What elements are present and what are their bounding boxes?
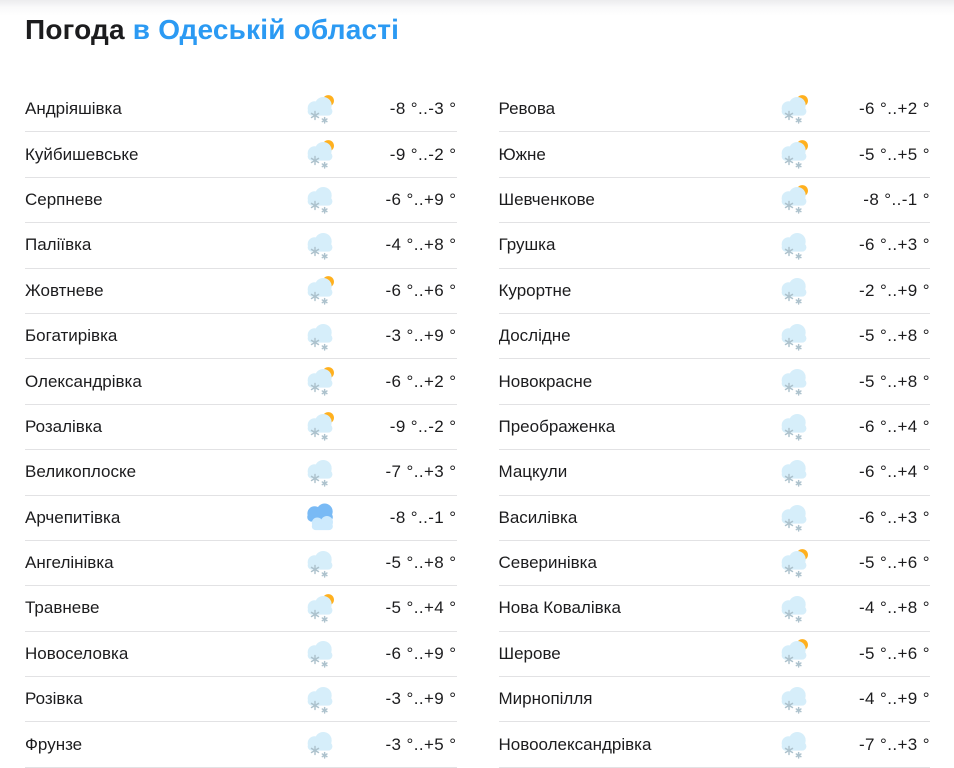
weather-row[interactable] (499, 87, 931, 132)
weather-column-right (499, 87, 931, 768)
snow-cloud-icon (301, 683, 341, 716)
weather-row[interactable] (25, 359, 457, 404)
temperature-range: -4 °..+9 ° (859, 689, 930, 709)
snow-cloud-icon (774, 410, 814, 443)
snow-cloud-icon (774, 501, 814, 534)
city-name-link[interactable]: Великоплоске (25, 462, 137, 482)
weather-row[interactable] (25, 541, 457, 586)
city-name-link[interactable]: Розалівка (25, 416, 103, 436)
city-name-link[interactable]: Грушка (498, 235, 556, 255)
city-name-link[interactable]: Серпневе (25, 189, 103, 209)
weather-row[interactable] (25, 178, 457, 223)
city-name-link[interactable]: Новокрасне (498, 371, 593, 391)
snow-cloud-sun-icon (301, 138, 341, 171)
weather-row[interactable] (499, 722, 931, 767)
weather-row[interactable] (499, 314, 931, 359)
temperature-range: -4 °..+8 ° (385, 235, 457, 255)
weather-row[interactable] (25, 314, 457, 359)
temperature-range: -6 °..+3 ° (859, 235, 930, 255)
city-name-link[interactable]: Мирнопілля (498, 689, 593, 709)
temperature-range: -2 °..+9 ° (859, 280, 930, 300)
temperature-range: -6 °..+2 ° (385, 371, 457, 391)
snow-cloud-icon (301, 728, 341, 761)
snow-cloud-icon (301, 637, 341, 670)
city-name-link[interactable]: Ангелінівка (25, 553, 114, 573)
temperature-range: -5 °..+4 ° (385, 598, 457, 618)
weather-row[interactable] (25, 586, 457, 631)
city-name-link[interactable]: Ревова (498, 99, 556, 119)
temperature-range: -5 °..+8 ° (859, 371, 930, 391)
snow-cloud-sun-icon (301, 410, 341, 443)
snow-cloud-icon (774, 728, 814, 761)
snow-cloud-sun-icon (301, 365, 341, 398)
temperature-range: -3 °..+5 ° (385, 734, 457, 754)
weather-row[interactable] (25, 132, 457, 177)
page-title (0, 0, 954, 46)
temperature-range: -3 °..+9 ° (385, 689, 457, 709)
city-name-link[interactable]: Курортне (498, 280, 572, 300)
city-name-link[interactable]: Южне (498, 144, 546, 164)
weather-table (25, 87, 930, 768)
weather-row[interactable] (25, 632, 457, 677)
weather-row[interactable] (25, 223, 457, 268)
snow-cloud-icon (301, 183, 341, 216)
weather-row[interactable] (499, 178, 931, 223)
snow-cloud-sun-icon (774, 637, 814, 670)
snow-cloud-sun-icon (774, 138, 814, 171)
city-name-link[interactable]: Преображенка (498, 416, 616, 436)
weather-row[interactable] (25, 405, 457, 450)
snow-cloud-icon (301, 547, 341, 580)
city-name-link[interactable]: Новоолександрівка (498, 734, 652, 754)
weather-row[interactable] (499, 677, 931, 722)
snow-cloud-sun-icon (301, 592, 341, 625)
city-name-link[interactable]: Травневе (25, 598, 100, 618)
temperature-range: -6 °..+4 ° (859, 416, 930, 436)
city-name-link[interactable]: Дослідне (498, 326, 571, 346)
temperature-range: -7 °..+3 ° (385, 462, 457, 482)
city-name-link[interactable]: Андріяшівка (25, 99, 122, 119)
weather-row[interactable] (499, 586, 931, 631)
weather-row[interactable] (499, 269, 931, 314)
temperature-range: -5 °..+6 ° (859, 643, 930, 663)
snow-cloud-icon (774, 274, 814, 307)
weather-row[interactable] (499, 450, 931, 495)
temperature-range: -6 °..+9 ° (385, 189, 457, 209)
temperature-range: -8 °..-1 ° (389, 507, 457, 527)
temperature-range: -8 °..-3 ° (389, 99, 457, 119)
weather-row[interactable] (499, 359, 931, 404)
temperature-range: -9 °..-2 ° (389, 416, 457, 436)
temperature-range: -6 °..+3 ° (859, 507, 930, 527)
snow-cloud-icon (774, 592, 814, 625)
temperature-range: -6 °..+4 ° (859, 462, 930, 482)
city-name-link[interactable]: Новоселовка (25, 643, 129, 663)
snow-cloud-sun-icon (774, 183, 814, 216)
snow-cloud-icon (301, 229, 341, 262)
city-name-link[interactable]: Нова Ковалівка (498, 598, 621, 618)
snow-cloud-icon (774, 229, 814, 262)
snow-cloud-icon (774, 683, 814, 716)
temperature-range: -6 °..+2 ° (859, 99, 930, 119)
snow-cloud-icon (774, 456, 814, 489)
temperature-range: -8 °..-1 ° (863, 189, 930, 209)
title-region-link[interactable]: в Одеській області (132, 14, 400, 45)
weather-row[interactable] (25, 496, 457, 541)
temperature-range: -6 °..+6 ° (385, 280, 457, 300)
temperature-range: -5 °..+8 ° (385, 553, 457, 573)
weather-row[interactable] (25, 87, 457, 132)
weather-row[interactable] (25, 677, 457, 722)
weather-row[interactable] (25, 722, 457, 767)
city-name-link[interactable]: Шевченкове (498, 189, 595, 209)
weather-row[interactable] (499, 132, 931, 177)
weather-column-left (25, 87, 457, 768)
temperature-range: -5 °..+6 ° (859, 553, 930, 573)
cloudy-icon (301, 501, 341, 534)
city-name-link[interactable]: Куйбишевське (25, 144, 139, 164)
snow-cloud-icon (774, 365, 814, 398)
city-name-link[interactable]: Мацкули (498, 462, 568, 482)
temperature-range: -5 °..+5 ° (859, 144, 930, 164)
city-name-link[interactable]: Фрунзе (25, 734, 83, 754)
city-name-link[interactable]: Олександрівка (25, 371, 142, 391)
snow-cloud-icon (774, 320, 814, 353)
weather-row[interactable] (499, 632, 931, 677)
weather-row[interactable] (499, 223, 931, 268)
city-name-link[interactable]: Жовтневе (25, 280, 104, 300)
temperature-range: -5 °..+8 ° (859, 326, 930, 346)
weather-row[interactable] (25, 450, 457, 495)
temperature-range: -7 °..+3 ° (859, 734, 930, 754)
snow-cloud-sun-icon (774, 93, 814, 126)
weather-row[interactable] (25, 269, 457, 314)
city-name-link[interactable]: Василівка (498, 507, 578, 527)
snow-cloud-sun-icon (774, 547, 814, 580)
city-name-link[interactable]: Северинівка (498, 553, 597, 573)
snow-cloud-sun-icon (301, 274, 341, 307)
snow-cloud-icon (301, 456, 341, 489)
snow-cloud-sun-icon (301, 93, 341, 126)
city-name-link[interactable]: Розівка (25, 689, 83, 709)
city-name-link[interactable]: Паліївка (25, 235, 92, 255)
weather-row[interactable] (499, 541, 931, 586)
snow-cloud-icon (301, 320, 341, 353)
weather-row[interactable] (499, 405, 931, 450)
weather-row[interactable] (499, 496, 931, 541)
temperature-range: -6 °..+9 ° (385, 643, 457, 663)
city-name-link[interactable]: Шерове (498, 643, 561, 663)
temperature-range: -9 °..-2 ° (389, 144, 457, 164)
city-name-link[interactable]: Богатирівка (25, 326, 118, 346)
title-prefix: Погода (25, 14, 125, 45)
temperature-range: -4 °..+8 ° (859, 598, 930, 618)
city-name-link[interactable]: Арчепитівка (25, 507, 121, 527)
temperature-range: -3 °..+9 ° (385, 326, 457, 346)
